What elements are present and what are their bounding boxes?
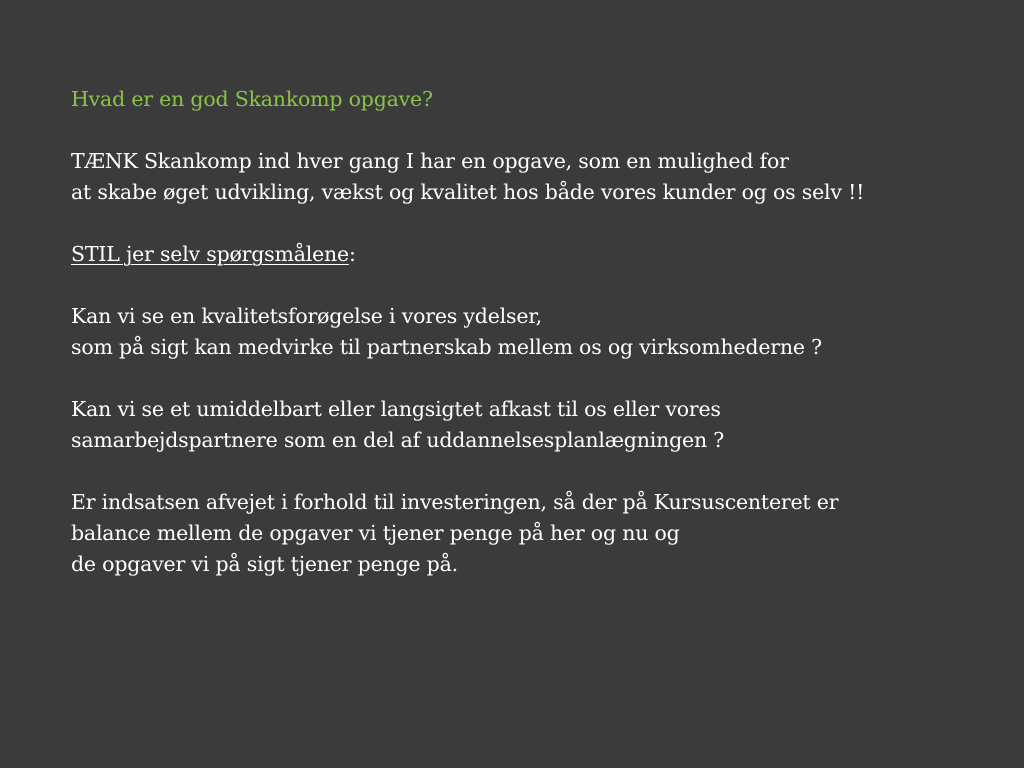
question-2-line-1: Kan vi se et umiddelbart eller langsigtet afkast til os eller vores [71, 397, 721, 421]
spacer [71, 115, 984, 146]
slide-title: Hvad er en god Skankomp opgave? [71, 87, 433, 111]
question-3-line-1: Er indsatsen afvejet i forhold til investeringen, så der på Kursuscenteret er [71, 490, 839, 514]
spacer [71, 456, 984, 487]
question-3-line-3: de opgaver vi på sigt tjener penge på. [71, 552, 458, 576]
questions-heading-underlined: STIL jer selv spørgsmålene [71, 242, 349, 266]
spacer [71, 363, 984, 394]
question-2-line-2: samarbejdspartnere som en del af uddannelsesplanlægningen ? [71, 428, 725, 452]
questions-heading [71, 239, 984, 270]
spacer [71, 270, 984, 301]
intro-line-2: at skabe øget udvikling, vækst og kvalitet hos både vores kunder og os selv !! [71, 180, 865, 204]
question-1-line-2: som på sigt kan medvirke til partnerskab mellem os og virksomhederne ? [71, 335, 822, 359]
question-1-line-1: Kan vi se en kvalitetsforøgelse i vores ydelser, [71, 304, 542, 328]
question-3-line-2: balance mellem de opgaver vi tjener penge på her og nu og [71, 521, 680, 545]
spacer [71, 208, 984, 239]
questions-heading-suffix: : [348, 242, 356, 266]
intro-line-1: TÆNK Skankomp ind hver gang I har en opgave, som en mulighed for [71, 149, 789, 173]
